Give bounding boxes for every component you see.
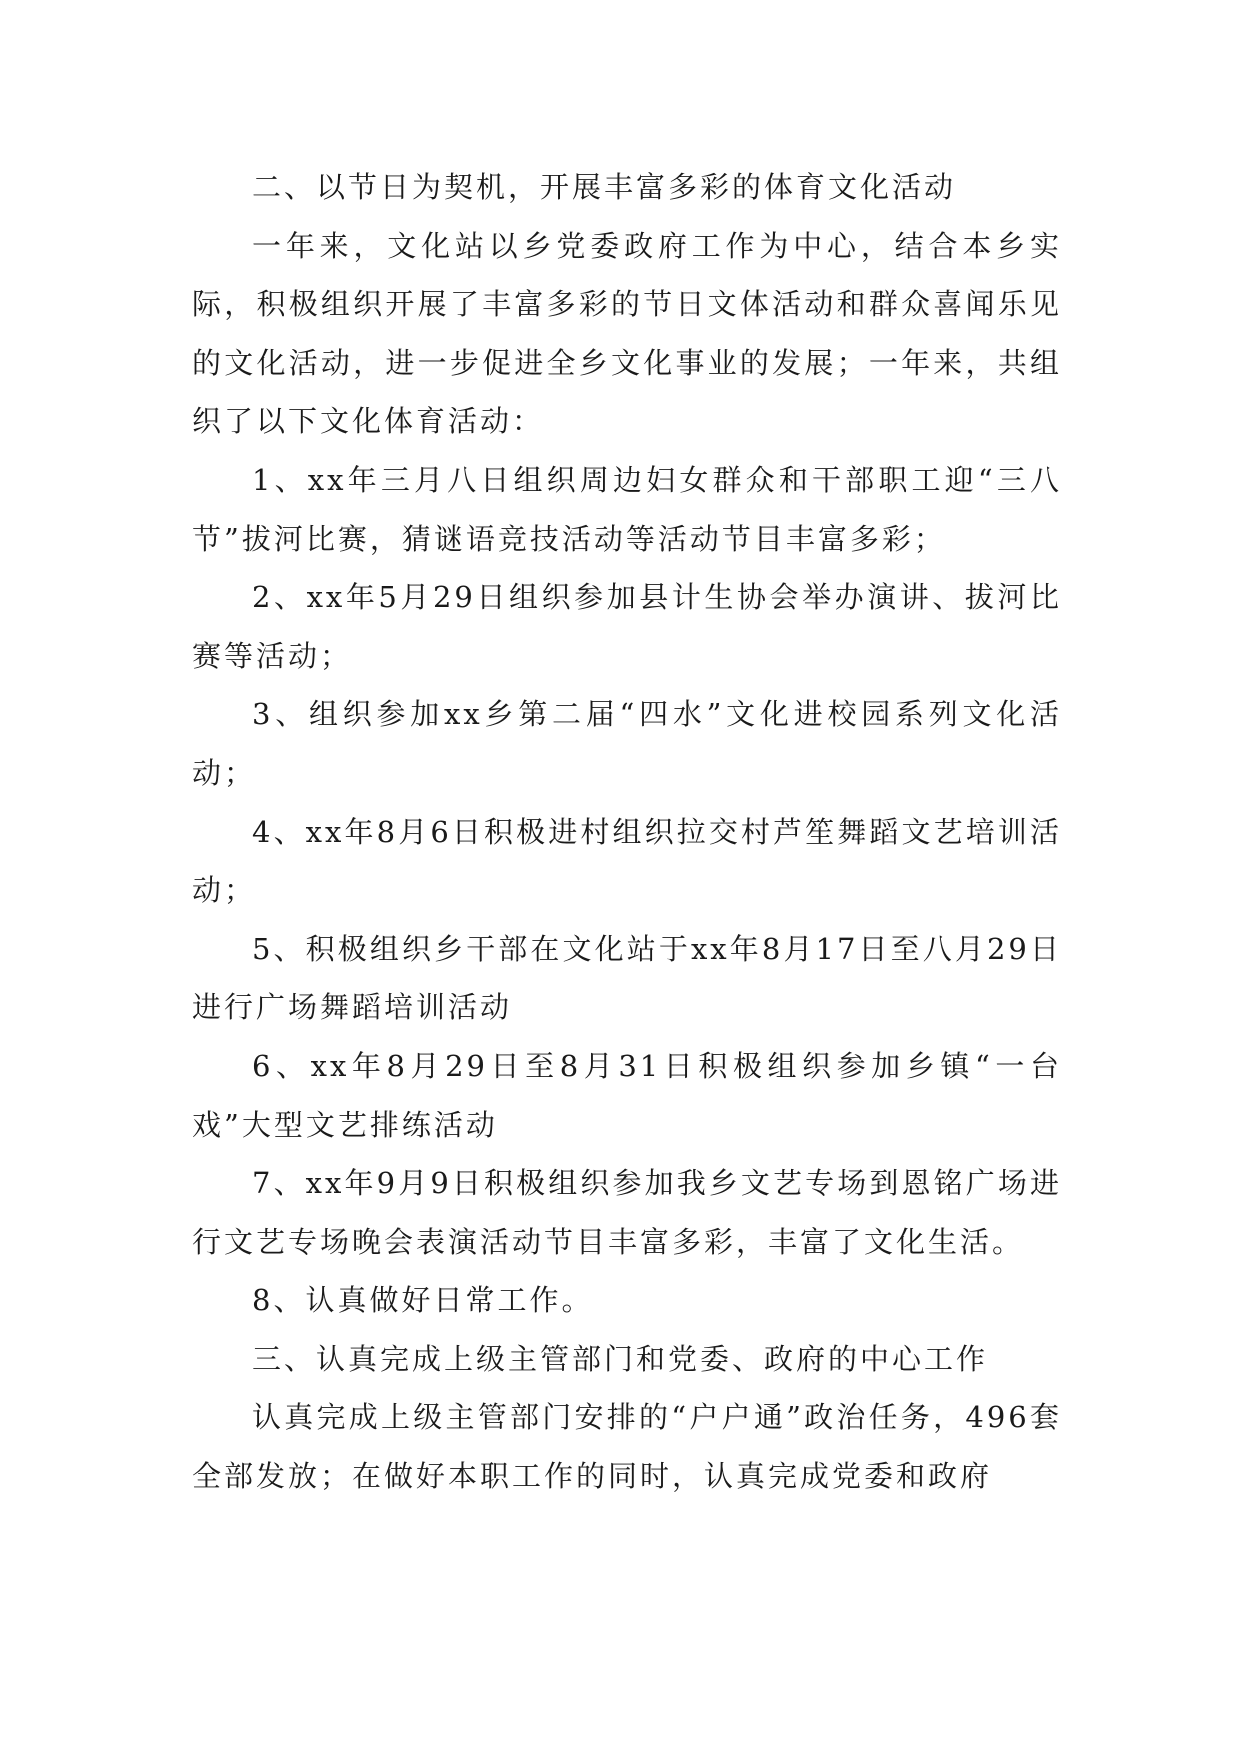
- section-heading-2: 二、以节日为契机，开展丰富多彩的体育文化活动: [252, 170, 957, 204]
- paragraph-intro: 一年来，文化站以乡党委政府工作为中心，结合本乡实际，积极组织开展了丰富多彩的节日文体活动和群众喜闻乐见的文化活动，进一步促进全乡文化事业的发展；一年来，共组织了以下文化体育活动：: [192, 228, 1062, 439]
- document-body: [192, 158, 1062, 1506]
- list-item-2: 2、xx年5月29日组织参加县计生协会举办演讲、拔河比赛等活动；: [192, 580, 1062, 673]
- list-item-6: 6、xx年8月29日至8月31日积极组织参加乡镇“一台戏”大型文艺排练活动: [192, 1048, 1062, 1142]
- list-item-7: 7、xx年9月9日积极组织参加我乡文艺专场到恩铭广场进行文艺专场晚会表演活动节目丰富多彩，丰富了文化生活。: [192, 1166, 1062, 1259]
- paragraph-tasks: 认真完成上级主管部门安排的“户户通”政治任务，496套全部发放；在做好本职工作的同时，认真完成党委和政府: [192, 1400, 1062, 1494]
- list-item-5: 5、积极组织乡干部在文化站于xx年8月17日至八月29日进行广场舞蹈培训活动: [192, 931, 1062, 1025]
- section-heading-3: 三、认真完成上级主管部门和党委、政府的中心工作: [252, 1341, 989, 1376]
- list-item-3: 3、组织参加xx乡第二届“四水”文化进校园系列文化活动；: [192, 697, 1062, 790]
- list-item-8: 8、认真做好日常工作。: [252, 1283, 594, 1318]
- list-item-1: 1、xx年三月八日组织周边妇女群众和干部职工迎“三八节”拔河比赛，猜谜语竞技活动等活动节目丰富多彩；: [192, 462, 1062, 556]
- list-item-4: 4、xx年8月6日积极进村组织拉交村芦笙舞蹈文艺培训活动；: [192, 814, 1062, 908]
